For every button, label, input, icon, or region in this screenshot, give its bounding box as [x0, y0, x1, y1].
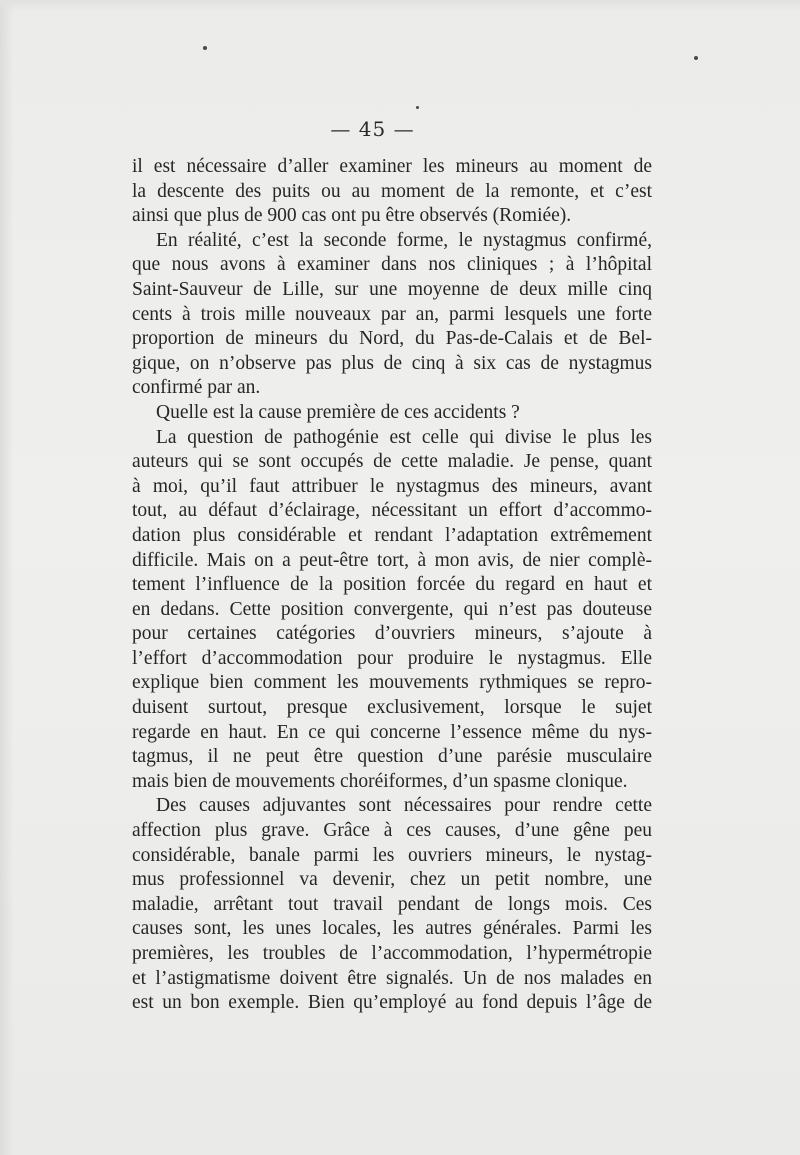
text-line: gique, on n’observe pas plus de cinq à six cas de nystagmus: [132, 352, 652, 374]
text-line: explique bien comment les mouvements rythmiques se repro-: [132, 672, 652, 694]
page-number: — 45 —: [330, 117, 415, 141]
text-line: La question de pathogénie est celle qui divise le plus les: [156, 426, 652, 448]
text-line: pour certaines catégories d’ouvriers mineurs, s’ajoute à: [132, 623, 652, 645]
ink-speck: [416, 106, 419, 109]
text-line: premières, les troubles de l’accommodation, l’hypermétropie: [132, 943, 652, 964]
text-line: confirmé par an.: [132, 377, 261, 399]
paragraph: [132, 794, 652, 1015]
text-line: l’effort d’accommodation pour produire le nystagmus. Elle: [132, 647, 652, 669]
text-line: que nous avons à examiner dans nos cliniques ; à l’hôpital: [132, 254, 652, 276]
page-top-shadow: [0, 0, 800, 12]
text-line: en dedans. Cette position convergente, qui n’est pas douteuse: [132, 598, 652, 620]
text-line: auteurs qui se sont occupés de cette maladie. Je pense, quant: [132, 451, 652, 473]
paragraph: [132, 229, 652, 401]
text-line: considérable, banale parmi les ouvriers mineurs, le nystag-: [132, 844, 652, 866]
text-line: affection plus grave. Grâce à ces causes, d’une gêne peu: [132, 820, 652, 842]
paragraph: [132, 401, 652, 426]
page-edge-shadow: [0, 0, 14, 1155]
text-line: mus professionnel va devenir, chez un petit nombre, une: [132, 869, 652, 891]
ink-speck: [694, 56, 698, 60]
text-line: difficile. Mais on a peut-être tort, à mon avis, de nier complè-: [132, 549, 652, 571]
body-text: [132, 155, 652, 1016]
text-line: causes sont, les unes locales, les autres générales. Parmi les: [132, 918, 652, 940]
ink-speck: [203, 46, 207, 50]
text-line: duisent surtout, presque exclusivement, lorsque le sujet: [132, 697, 652, 719]
text-line: tagmus, il ne peut être question d’une parésie musculaire: [132, 746, 652, 768]
text-line: est un bon exemple. Bien qu’employé au fond depuis l’âge de: [132, 992, 652, 1014]
text-line: dation plus considérable et rendant l’adaptation extrêmement: [132, 524, 652, 546]
text-line: maladie, arrêtant tout travail pendant de longs mois. Ces: [132, 893, 652, 915]
text-line: proportion de mineurs du Nord, du Pas-de-Calais et de Bel-: [132, 328, 652, 350]
text-line: à moi, qu’il faut attribuer le nystagmus des mineurs, avant: [132, 475, 652, 497]
text-line: la descente des puits ou au moment de la remonte, et c’est: [132, 180, 652, 202]
paragraph: [132, 426, 652, 795]
text-line: mais bien de mouvements choréiformes, d’un spasme clonique.: [132, 770, 628, 792]
text-line: En réalité, c’est la seconde forme, le nystagmus confirmé,: [156, 229, 652, 251]
text-line: Quelle est la cause première de ces accidents ?: [156, 401, 520, 423]
text-line: tement l’influence de la position forcée du regard en haut et: [132, 574, 652, 596]
text-line: Des causes adjuvantes sont nécessaires pour rendre cette: [156, 795, 652, 817]
text-line: tout, au défaut d’éclairage, nécessitant un effort d’accommo-: [132, 500, 652, 522]
text-line: ainsi que plus de 900 cas ont pu être observés (Romiée).: [132, 205, 572, 227]
text-line: Saint-Sauveur de Lille, sur une moyenne de deux mille cinq: [132, 278, 652, 300]
text-line: et l’astigmatisme doivent être signalés. Un de nos malades en: [132, 967, 652, 989]
text-line: cents à trois mille nouveaux par an, parmi lesquels une forte: [132, 303, 652, 325]
text-line: il est nécessaire d’aller examiner les mineurs au moment de: [132, 156, 652, 177]
paragraph: [132, 155, 652, 229]
text-line: regarde en haut. En ce qui concerne l’essence même du nys-: [132, 721, 652, 743]
